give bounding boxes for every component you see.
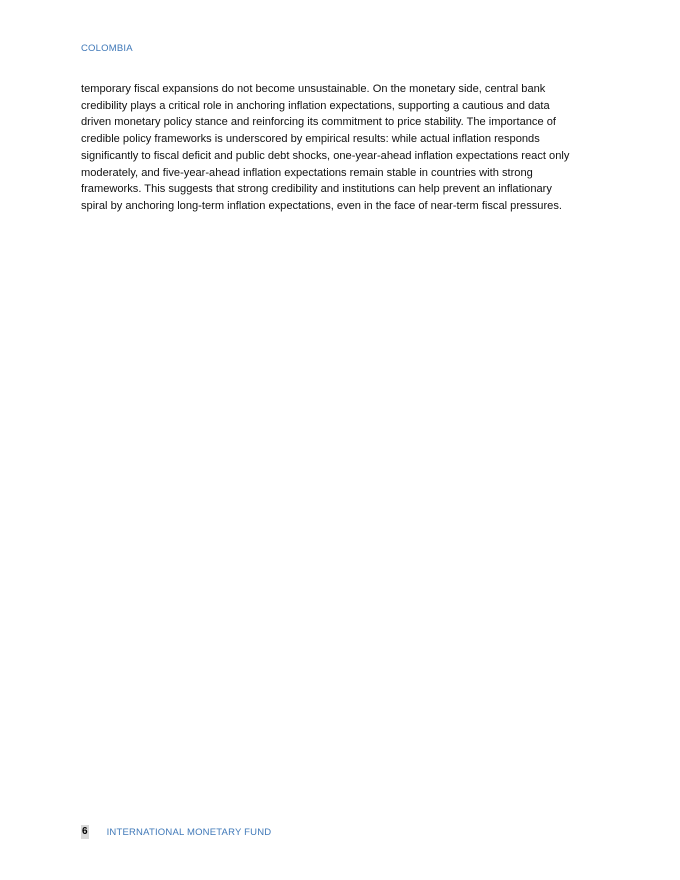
- paragraph-line: credibility plays a critical role in anchoring inflation expectations, supporting a cautious and data: [81, 99, 550, 112]
- body-paragraph: [81, 81, 603, 215]
- paragraph-line: spiral by anchoring long-term inflation expectations, even in the face of near-term fiscal pressures.: [81, 199, 562, 212]
- paragraph-line: temporary fiscal expansions do not become unsustainable. On the monetary side, central bank: [81, 83, 546, 95]
- paragraph-line: frameworks. This suggests that strong credibility and institutions can help prevent an inflationary: [81, 183, 552, 196]
- running-header-title: COLOMBIA: [81, 43, 133, 54]
- paragraph-line: moderately, and five-year-ahead inflation expectations remain stable in countries with strong: [81, 166, 533, 179]
- page-number: 6: [82, 826, 88, 837]
- footer-publisher: INTERNATIONAL MONETARY FUND: [106, 826, 272, 838]
- paragraph-line: driven monetary policy stance and reinforcing its commitment to price stability. The importance of: [81, 116, 556, 129]
- paragraph-line: significantly to fiscal deficit and public debt shocks, one-year-ahead inflation expectations react only: [81, 149, 570, 162]
- paragraph-line: credible policy frameworks is underscored by empirical results: while actual inflation responds: [81, 133, 540, 146]
- page-footer: [81, 825, 271, 839]
